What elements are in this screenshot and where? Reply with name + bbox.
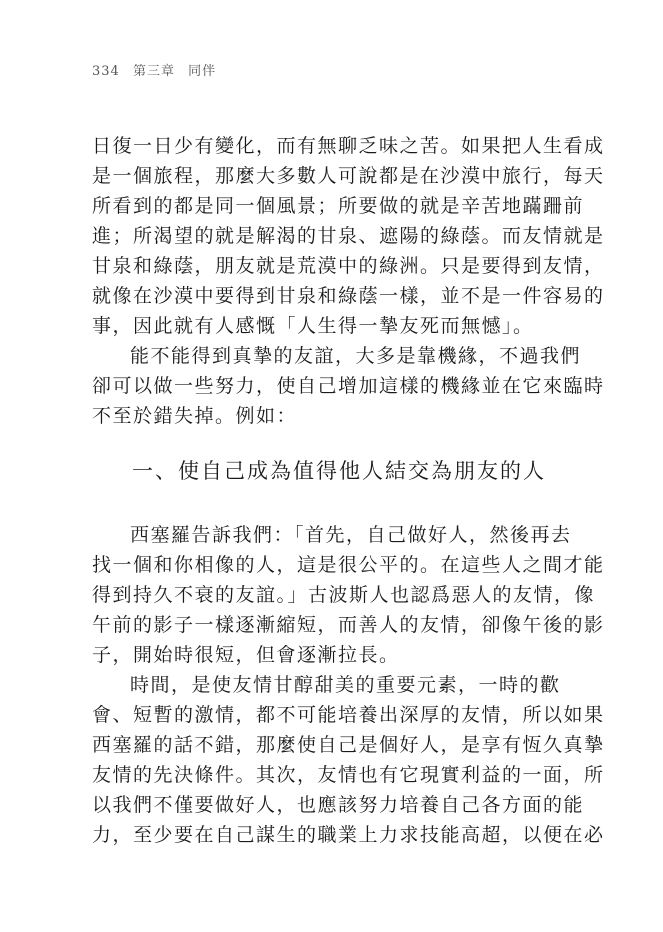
text-line: 子，開始時很短，但會逐漸拉長。 bbox=[92, 644, 400, 666]
text-line: 卻可以做一些努力，使自己增加這樣的機緣並在它來臨時 bbox=[92, 375, 605, 397]
paragraph bbox=[92, 520, 605, 670]
text-line: 事，因此就有人感慨「人生得一摯友死而無憾」。 bbox=[92, 315, 534, 337]
text-line: 就像在沙漠中要得到甘泉和綠蔭一樣，並不是一件容易的 bbox=[92, 285, 605, 307]
chapter-title: 同伴 bbox=[188, 64, 217, 79]
text-line: 所看到的都是同一個風景；所要做的就是辛苦地蹣跚前 bbox=[92, 195, 585, 217]
text-line: 得到持久不衰的友誼。」古波斯人也認爲惡人的友情，像 bbox=[92, 584, 596, 606]
text-line: 午前的影子一樣逐漸縮短，而善人的友情，卻像午後的影 bbox=[92, 614, 605, 636]
text-line: 不至於錯失掉。例如： bbox=[92, 405, 298, 427]
text-line: 以我們不僅要做好人，也應該努力培養自己各方面的能 bbox=[92, 794, 585, 816]
text-line: 會、短暫的激情，都不可能培養出深厚的友情，所以如果 bbox=[92, 704, 605, 726]
text-line: 是一個旅程，那麼大多數人可說都是在沙漠中旅行，每天 bbox=[92, 165, 605, 187]
text-line: 能不能得到真摯的友誼，大多是靠機緣，不過我們 bbox=[130, 345, 582, 367]
text-line: 日復一日少有變化，而有無聊乏味之苦。如果把人生看成 bbox=[92, 135, 605, 157]
section-body-text bbox=[92, 520, 605, 850]
paragraph bbox=[92, 131, 605, 341]
text-line: 時間，是使友情甘醇甜美的重要元素，一時的歡 bbox=[130, 674, 561, 696]
text-line: 甘泉和綠蔭，朋友就是荒漠中的綠洲。只是要得到友情， bbox=[92, 255, 605, 277]
page-number: 334 bbox=[92, 64, 120, 79]
body-text bbox=[92, 131, 605, 431]
chapter-label: 第三章 bbox=[132, 64, 175, 79]
text-line: 西塞羅告訴我們：「首先，自己做好人，然後再去 bbox=[130, 524, 572, 546]
text-line: 力，至少要在自己謀生的職業上力求技能高超，以便在必 bbox=[92, 824, 605, 846]
paragraph bbox=[92, 341, 605, 431]
text-line: 友情的先決條件。其次，友情也有它現實利益的一面，所 bbox=[92, 764, 605, 786]
text-line: 找一個和你相像的人，這是很公平的。在這些人之間才能 bbox=[92, 554, 605, 576]
text-line: 進；所渴望的就是解渴的甘泉、遮陽的綠蔭。而友情就是 bbox=[92, 225, 605, 247]
running-head bbox=[92, 60, 224, 79]
text-line: 西塞羅的話不錯，那麼使自己是個好人，是享有恆久真摯 bbox=[92, 734, 605, 756]
section-heading: 一、使自己成為值得他人結交為朋友的人 bbox=[132, 459, 546, 483]
paragraph bbox=[92, 670, 605, 850]
